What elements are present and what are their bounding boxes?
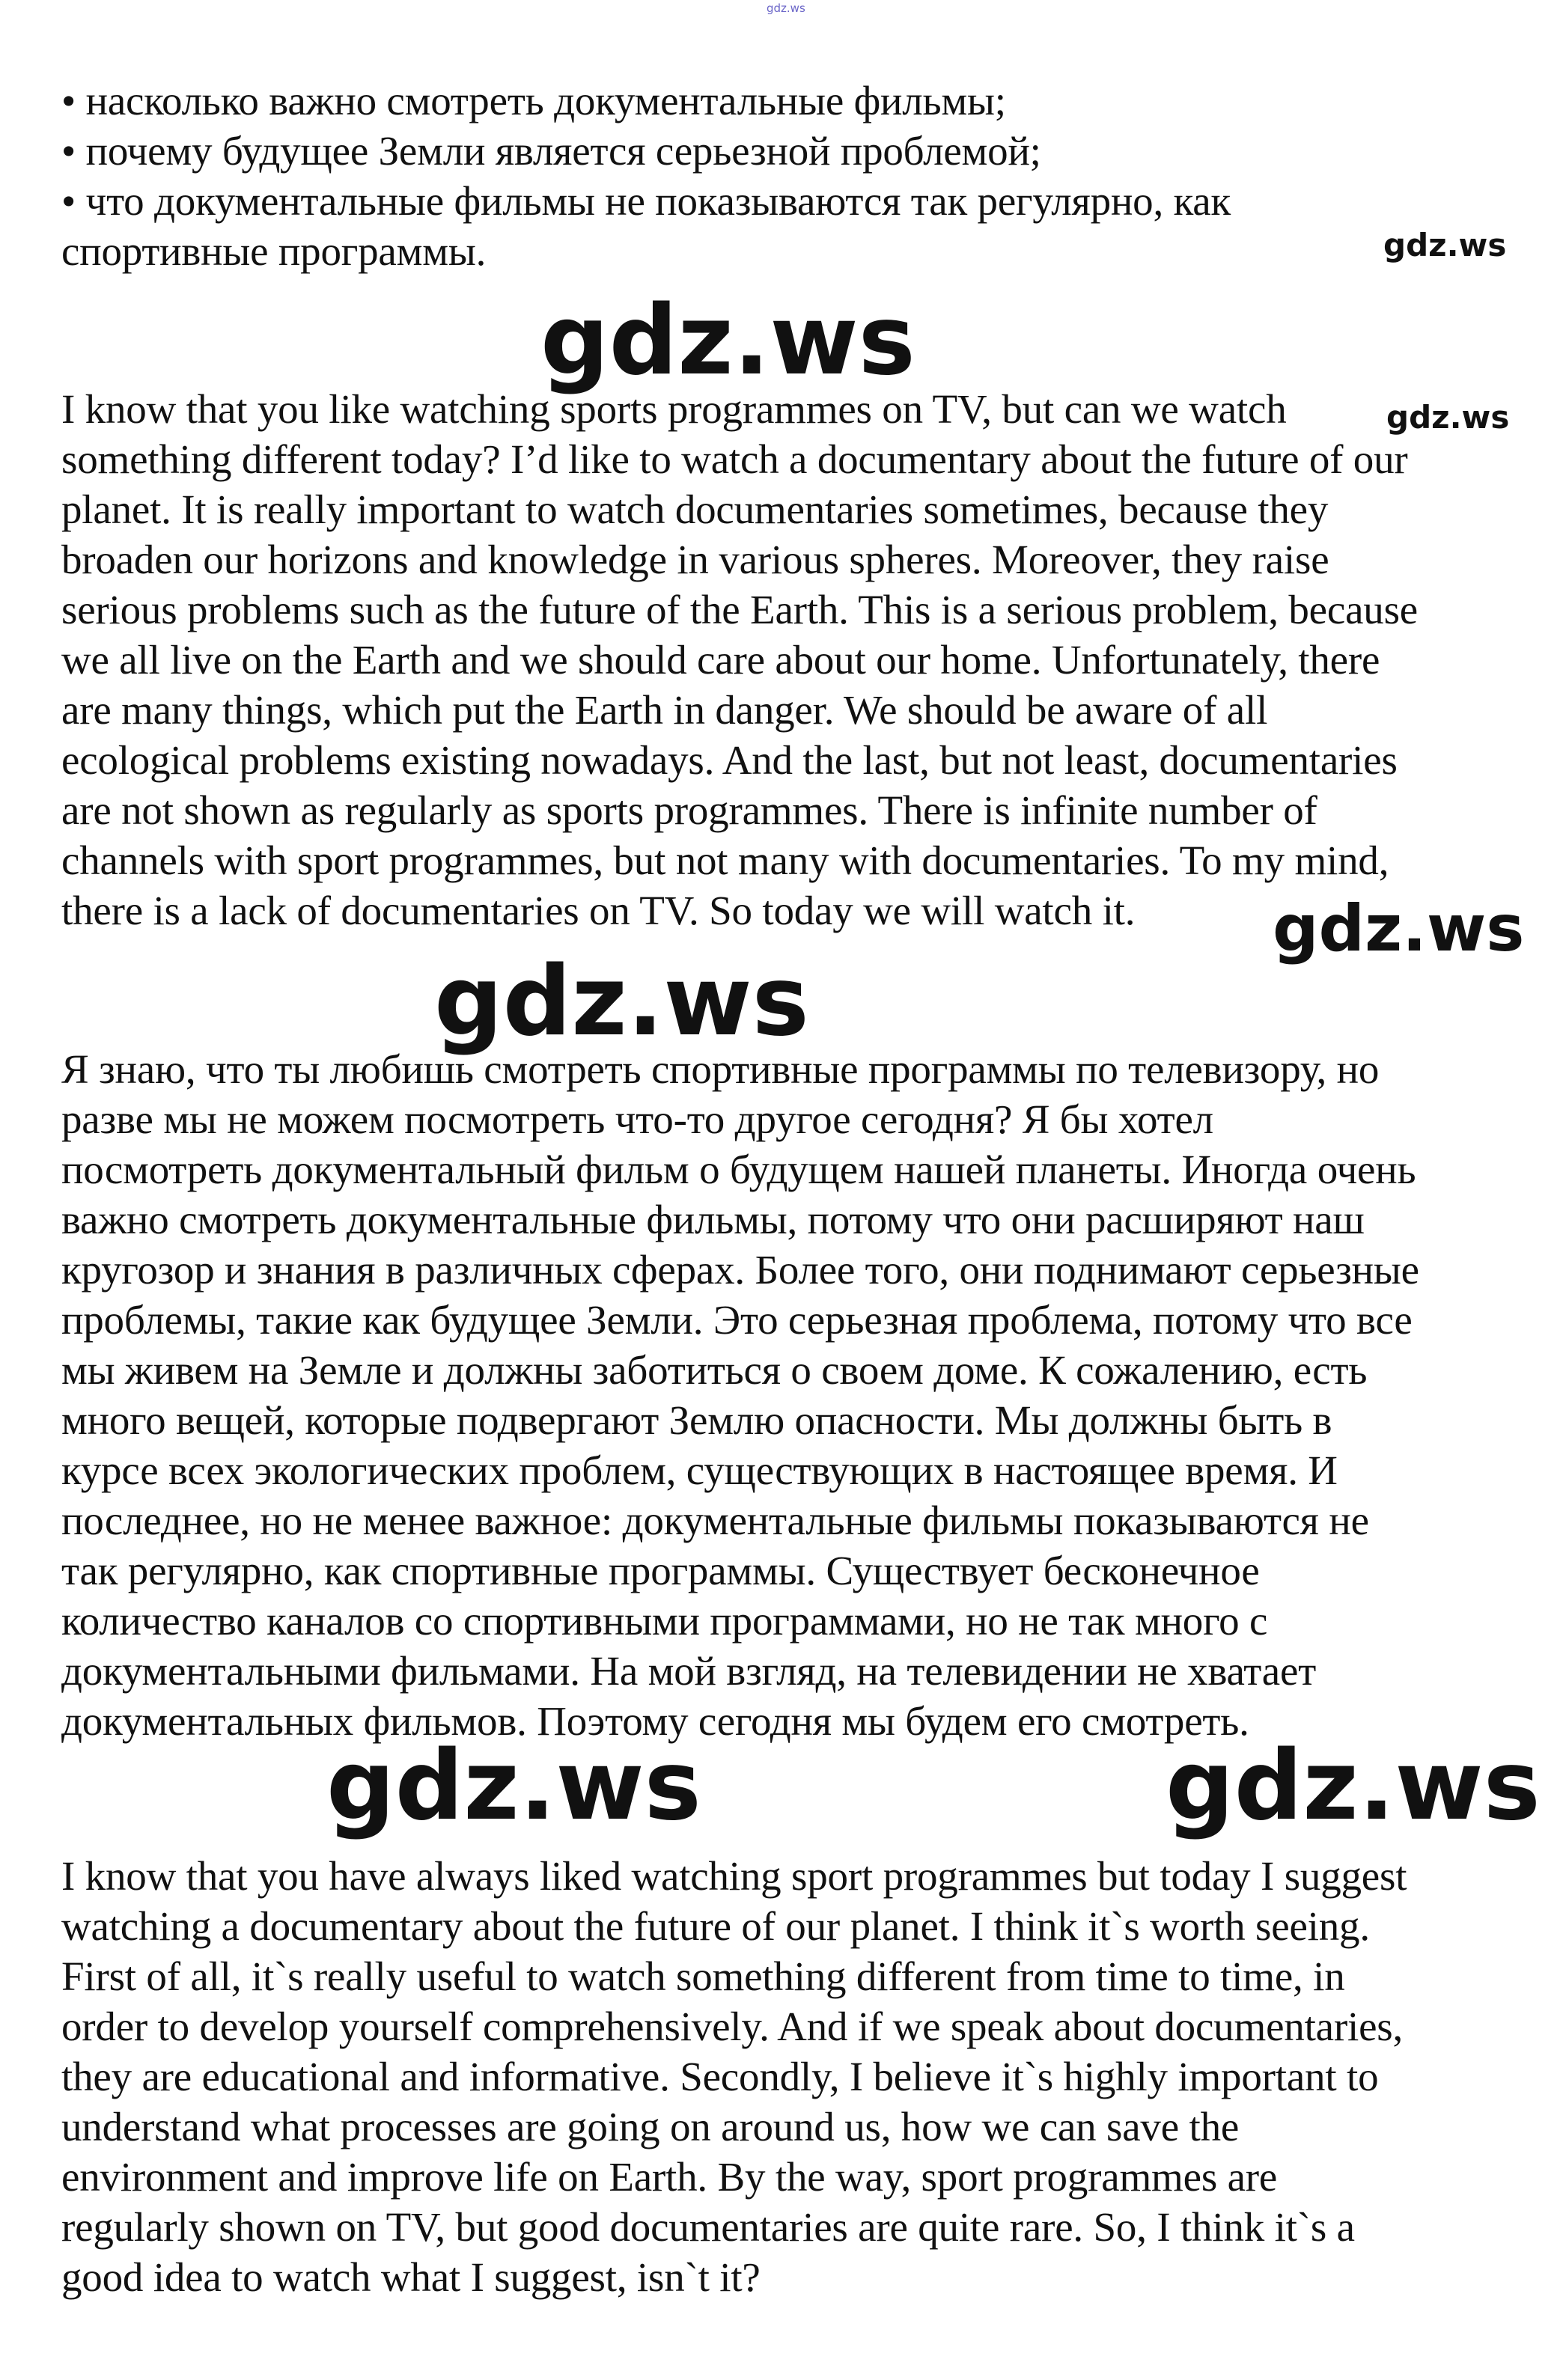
essay-english-line: I know that you have always liked watching sport programmes but today I suggest [61, 1853, 1407, 1899]
essay-russian-line: документальными фильмами. На мой взгляд, на телевидении не хватает [61, 1648, 1317, 1694]
essay-russian-line: много вещей, которые подвергают Землю опасности. Мы должны быть в [61, 1397, 1332, 1443]
watermark-large: gdz.ws [326, 1730, 701, 1842]
essay-english-line: there is a lack of documentaries on TV. So today we will watch it. [61, 888, 1136, 933]
task-bullet-line: • что документальные фильмы не показываются так регулярно, как [61, 178, 1231, 224]
essay-english-line: good idea to watch what I suggest, isn`t it? [61, 2254, 761, 2300]
essay-russian-line: важно смотреть документальные фильмы, потому что они расширяют наш [61, 1197, 1365, 1242]
watermark-large: gdz.ws [1166, 1730, 1541, 1842]
essay-english-line: understand what processes are going on around us, how we can save the [61, 2104, 1240, 2149]
watermark-medium: gdz.ws [1273, 891, 1525, 966]
task-bullet-line: • почему будущее Земли является серьезной проблемой; [61, 128, 1041, 174]
essay-english-line: order to develop yourself comprehensively. And if we speak about documentaries, [61, 2004, 1404, 2049]
task-bullet-line: спортивные программы. [61, 228, 487, 274]
essay-english-line: are not shown as regularly as sports programmes. There is infinite number of [61, 787, 1317, 833]
essay-russian-line: курсе всех экологических проблем, существующих в настоящее время. И [61, 1447, 1338, 1493]
task-bullet-line: • насколько важно смотреть документальные фильмы; [61, 78, 1006, 123]
essay-english-line: broaden our horizons and knowledge in various spheres. Moreover, they raise [61, 537, 1329, 582]
essay-english-line: are many things, which put the Earth in danger. We should be aware of all [61, 687, 1268, 733]
watermark-large: gdz.ws [434, 946, 809, 1058]
essay-english-line: First of all, it`s really useful to watch something different from time to time, in [61, 1953, 1345, 1999]
essay-russian-line: так регулярно, как спортивные программы. Существует бесконечное [61, 1548, 1260, 1593]
essay-russian-line: количество каналов со спортивными программами, но не так много с [61, 1598, 1268, 1644]
essay-russian-line: Я знаю, что ты любишь смотреть спортивные программы по телевизору, но [61, 1046, 1380, 1092]
watermark-small: gdz.ws [1383, 227, 1507, 263]
essay-english-line: something different today? I’d like to watch a documentary about the future of our [61, 436, 1408, 482]
essay-russian-line: последнее, но не менее важное: документальные фильмы показываются не [61, 1498, 1369, 1543]
watermark-top: gdz.ws [767, 1, 805, 15]
essay-english-line: environment and improve life on Earth. By the way, sport programmes are [61, 2154, 1278, 2200]
essay-english-line: they are educational and informative. Secondly, I believe it`s highly important to [61, 2054, 1379, 2099]
essay-english-line: watching a documentary about the future of our planet. I think it`s worth seeing. [61, 1903, 1370, 1949]
watermark-small: gdz.ws [1386, 399, 1510, 436]
essay-english-line: planet. It is really important to watch documentaries sometimes, because they [61, 486, 1329, 532]
essay-russian-line: мы живем на Земле и должны заботиться о своем доме. К сожалению, есть [61, 1347, 1368, 1393]
essay-english-line: ecological problems existing nowadays. And the last, but not least, documentaries [61, 737, 1398, 783]
essay-russian-line: проблемы, такие как будущее Земли. Это серьезная проблема, потому что все [61, 1297, 1413, 1343]
essay-russian-line: посмотреть документальный фильм о будущем нашей планеты. Иногда очень [61, 1147, 1416, 1192]
essay-english-line: channels with sport programmes, but not many with documentaries. To my mind, [61, 837, 1389, 883]
essay-russian-line: кругозор и знания в различных сферах. Более того, они поднимают серьезные [61, 1247, 1419, 1293]
essay-russian-line: разве мы не можем посмотреть что-то другое сегодня? Я бы хотел [61, 1096, 1213, 1142]
essay-russian-line: документальных фильмов. Поэтому сегодня мы будем его смотреть. [61, 1698, 1249, 1744]
watermark-large: gdz.ws [540, 285, 915, 397]
essay-english-line: regularly shown on TV, but good documentaries are quite rare. So, I think it`s a [61, 2204, 1355, 2250]
essay-english-line: serious problems such as the future of the Earth. This is a serious problem, because [61, 587, 1419, 632]
essay-english-line: I know that you like watching sports programmes on TV, but can we watch [61, 386, 1287, 432]
essay-english-line: we all live on the Earth and we should care about our home. Unfortunately, there [61, 637, 1380, 683]
